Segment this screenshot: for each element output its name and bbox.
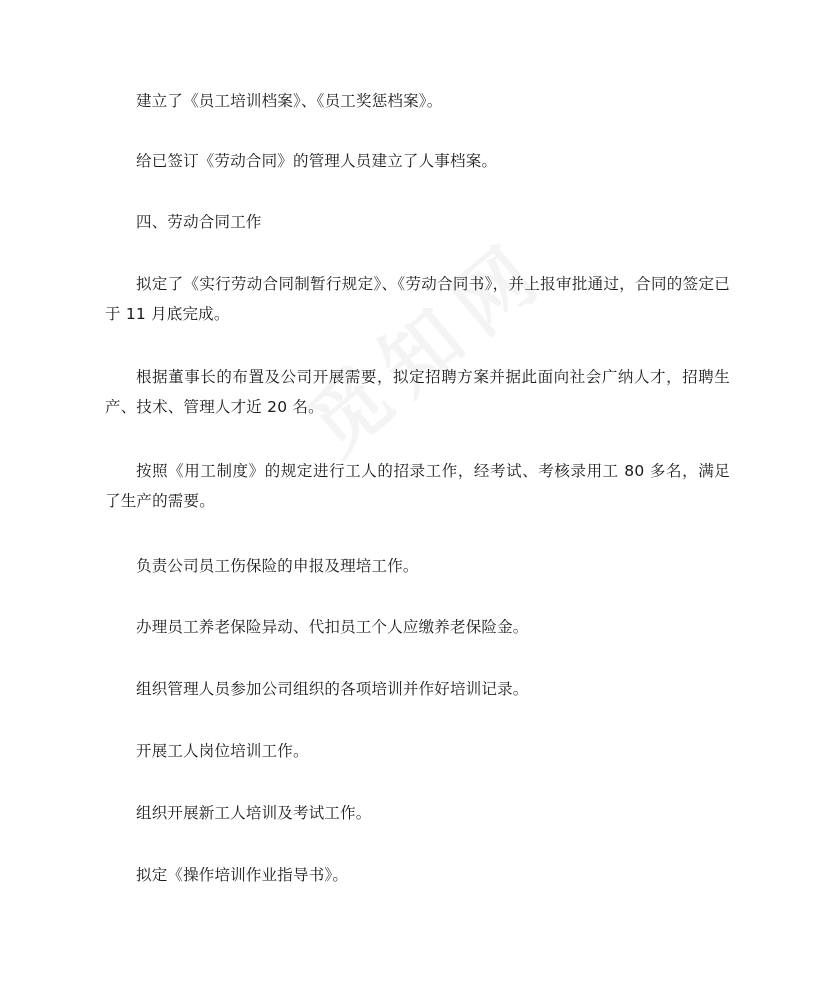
section-heading-labor-contract: 四、劳动合同工作	[136, 213, 262, 231]
paragraph-management-training: 组织管理人员参加公司组织的各项培训并作好培训记录。	[136, 680, 529, 698]
paragraph-operation-guide: 拟定《操作培训作业指导书》。	[136, 866, 349, 884]
paragraph-post-training: 开展工人岗位培训工作。	[136, 742, 309, 760]
paragraph-contract-regulations: 拟定了《实行劳动合同制暂行规定》、《劳动合同书》，并上报审批通过，合同的签定已于 11 月底完成。	[105, 275, 730, 323]
watermark	[280, 209, 568, 476]
paragraph-worker-hiring: 按照《用工制度》的规定进行工人的招录工作，经考试、考核录用工 80 多名，满足了生产的需要。	[105, 462, 730, 510]
paragraph-recruitment-plan: 根据董事长的布置及公司开展需要，拟定招聘方案并据此面向社会广纳人才，招聘生产、技术、管理人才近 20 名。	[105, 368, 730, 416]
paragraph-new-worker-training: 组织开展新工人培训及考试工作。	[136, 804, 372, 822]
paragraph-injury-insurance: 负责公司员工伤保险的申报及理培工作。	[136, 557, 419, 575]
paragraph-personnel-files: 给已签订《劳动合同》的管理人员建立了人事档案。	[136, 152, 498, 170]
paragraph-pension-insurance: 办理员工养老保险异动、代扣员工个人应缴养老保险金。	[136, 618, 529, 636]
paragraph-archive-setup: 建立了《员工培训档案》、《员工奖惩档案》。	[136, 92, 443, 110]
